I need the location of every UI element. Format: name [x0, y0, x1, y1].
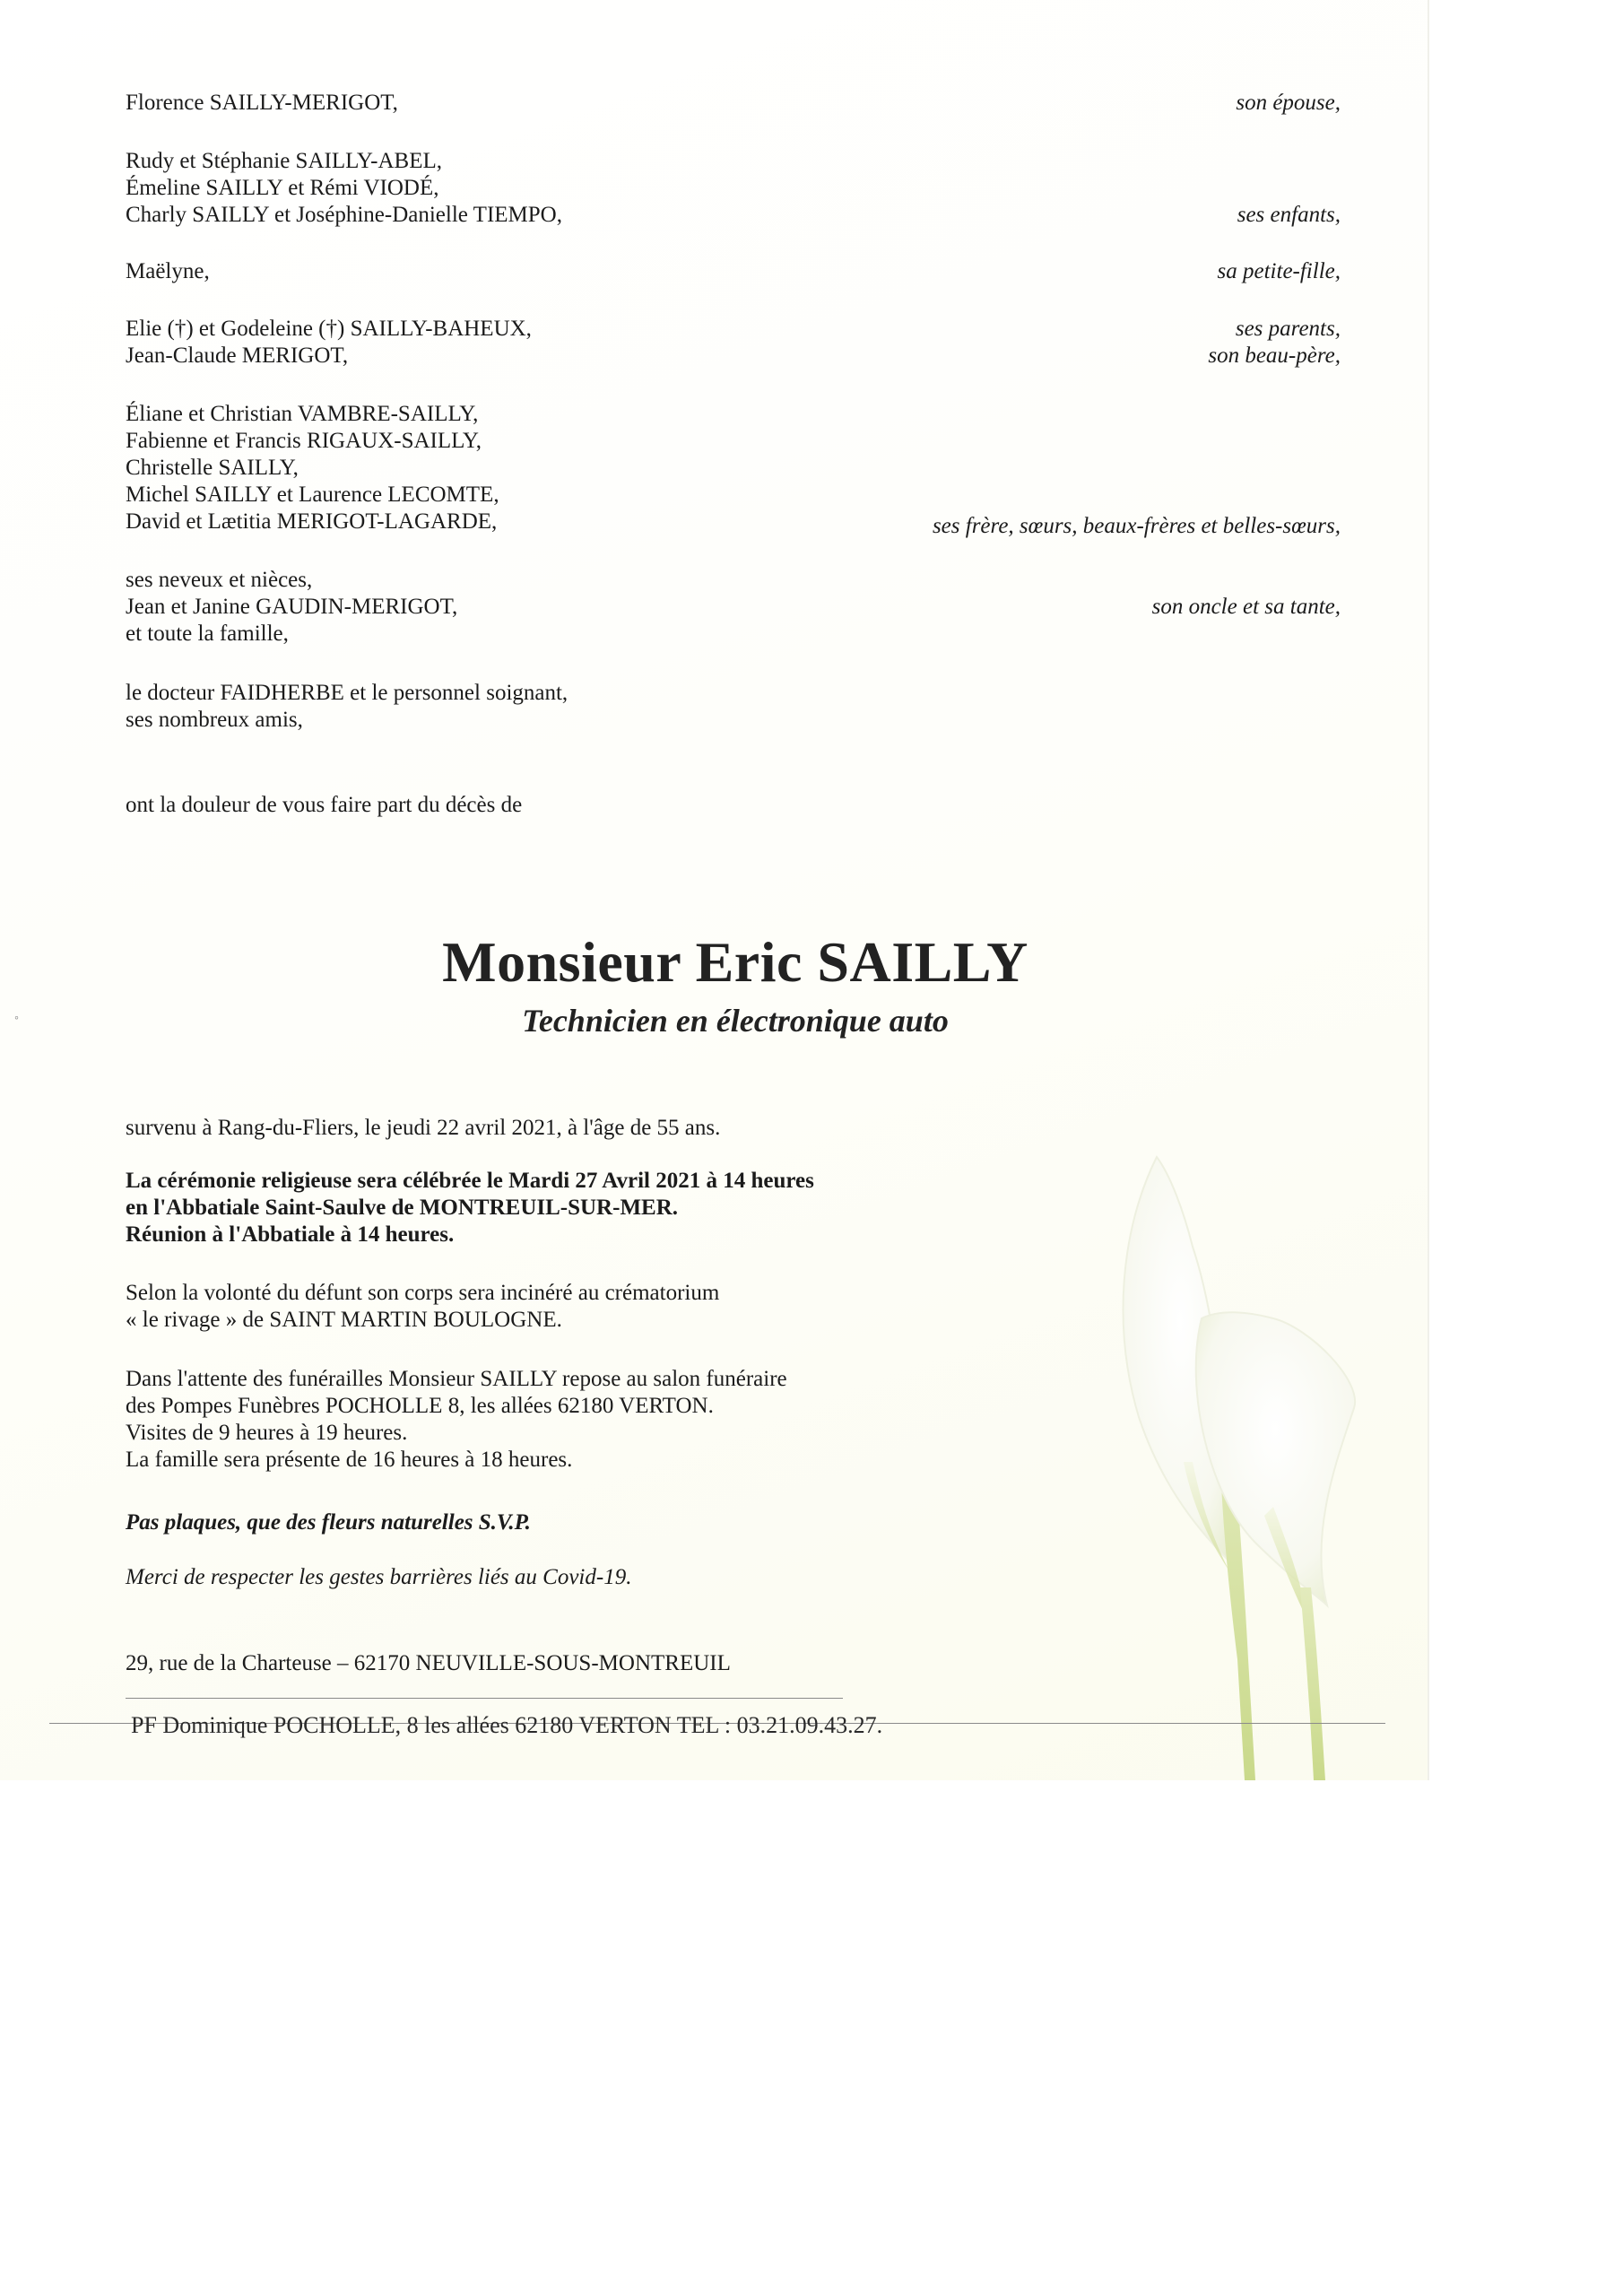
spouse-role: son épouse, [1236, 91, 1341, 115]
sibling-name: Michel SAILLY et Laurence LECOMTE, [126, 483, 499, 507]
ceremony-line: en l'Abbatiale Saint-Saulve de MONTREUIL-SUR-MER. [126, 1196, 679, 1220]
parents-role: ses parents, [1235, 317, 1341, 341]
child-name: Charly SAILLY et Joséphine-Danielle TIEMPO, [126, 203, 562, 227]
covid-note: Merci de respecter les gestes barrières liés au Covid-19. [126, 1565, 632, 1589]
announcement-text: ont la douleur de vous faire part du décès de [126, 793, 523, 817]
others-line: le docteur FAIDHERBE et le personnel soignant, [126, 681, 568, 705]
visitation-line: Visites de 9 heures à 19 heures. [126, 1421, 408, 1445]
children-role: ses enfants, [1237, 203, 1341, 227]
extended-family-line: et toute la famille, [126, 622, 289, 646]
parents-name: Elie (†) et Godeleine (†) SAILLY-BAHEUX, [126, 317, 532, 341]
spouse-name: Florence SAILLY-MERIGOT, [126, 91, 398, 115]
others-line: ses nombreux amis, [126, 708, 303, 732]
cremation-line: Selon la volonté du défunt son corps sera incinéré au crématorium [126, 1281, 720, 1305]
flowers-note: Pas plaques, que des fleurs naturelles S.V.P. [126, 1510, 531, 1535]
child-name: Rudy et Stéphanie SAILLY-ABEL, [126, 149, 443, 173]
sibling-name: Christelle SAILLY, [126, 456, 299, 480]
page-edge [1428, 0, 1429, 1780]
death-info: survenu à Rang-du-Fliers, le jeudi 22 avril 2021, à l'âge de 55 ans. [126, 1116, 721, 1140]
funeral-home-footer: PF Dominique POCHOLLE, 8 les allées 62180 VERTON TEL : 03.21.09.43.27. [131, 1712, 883, 1738]
siblings-role: ses frère, sœurs, beaux-frères et belles-sœurs, [932, 514, 1341, 538]
deceased-profession: Technicien en électronique auto [522, 1003, 949, 1039]
ceremony-line: Réunion à l'Abbatiale à 14 heures. [126, 1222, 455, 1247]
calla-lily-illustration [1085, 1121, 1408, 1780]
scan-mark: ◦ [14, 1012, 19, 1025]
sibling-name: David et Lætitia MERIGOT-LAGARDE, [126, 509, 498, 534]
father-in-law-role: son beau-père, [1208, 344, 1341, 368]
visitation-line: des Pompes Funèbres POCHOLLE 8, les allées 62180 VERTON. [126, 1394, 714, 1418]
address-line: 29, rue de la Charteuse – 62170 NEUVILLE-SOUS-MONTREUIL [126, 1651, 731, 1675]
extended-role: son oncle et sa tante, [1151, 595, 1341, 619]
deceased-name: Monsieur Eric SAILLY [442, 930, 1028, 994]
father-in-law-name: Jean-Claude MERIGOT, [126, 344, 349, 368]
ceremony-line: La cérémonie religieuse sera célébrée le Mardi 27 Avril 2021 à 14 heures [126, 1169, 814, 1193]
visitation-line: La famille sera présente de 16 heures à 18 heures. [126, 1448, 573, 1472]
separator-rule [126, 1698, 843, 1699]
granddaughter-role: sa petite-fille, [1217, 259, 1341, 283]
extended-family-line: Jean et Janine GAUDIN-MERIGOT, [126, 595, 458, 619]
cremation-line: « le rivage » de SAINT MARTIN BOULOGNE. [126, 1308, 562, 1332]
sibling-name: Éliane et Christian VAMBRE-SAILLY, [126, 402, 479, 426]
sibling-name: Fabienne et Francis RIGAUX-SAILLY, [126, 429, 482, 453]
granddaughter-name: Maëlyne, [126, 259, 210, 283]
extended-family-line: ses neveux et nièces, [126, 568, 313, 592]
visitation-line: Dans l'attente des funérailles Monsieur SAILLY repose au salon funéraire [126, 1367, 787, 1391]
child-name: Émeline SAILLY et Rémi VIODÉ, [126, 176, 439, 200]
